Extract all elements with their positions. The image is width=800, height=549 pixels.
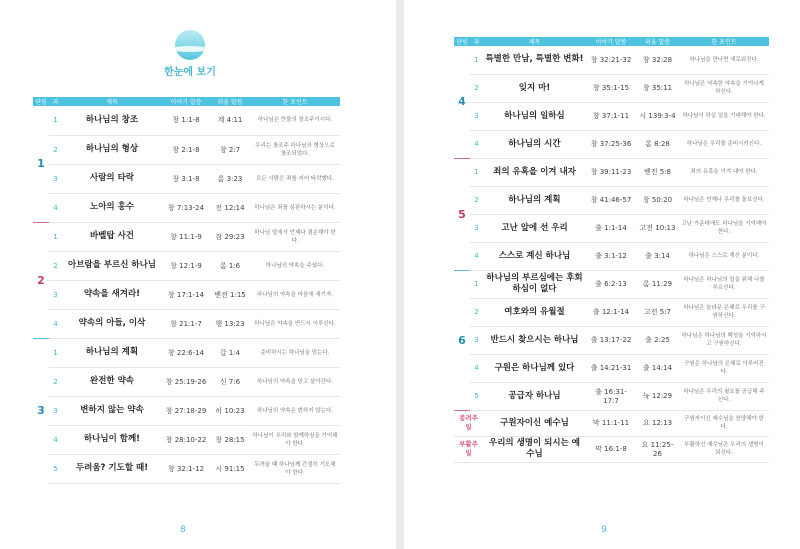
lesson-title: 노아의 홍수: [62, 193, 162, 222]
table-row: [33, 193, 340, 222]
key-point: 하나님 앞에서 언제나 겸손해야 한다.: [250, 222, 340, 251]
lesson-number: 3: [49, 164, 62, 193]
memory-verse: 벧전 5:8: [636, 158, 679, 186]
logo-title: 한눈에 보기: [164, 67, 216, 78]
story-verse: 창 7:13-24: [162, 193, 210, 222]
lesson-title: 반드시 찾으시는 하나님: [483, 326, 586, 354]
story-verse: 창 28:10-22: [162, 425, 210, 454]
memory-verse: 창 32:28: [636, 46, 679, 74]
key-point: 하나님이 하실 일을 기대해야 한다.: [679, 102, 769, 130]
lesson-title: 하나님의 형상: [62, 135, 162, 164]
story-verse: 출 6:2-13: [586, 270, 636, 298]
story-verse: 창 17:1-14: [162, 280, 210, 309]
lesson-number: 5: [49, 454, 62, 483]
lesson-title: 하나님의 계획: [62, 338, 162, 367]
table-row: [454, 410, 769, 436]
table-row: [454, 270, 769, 298]
lesson-title: 바벨탑 사건: [62, 222, 162, 251]
lesson-number: 3: [470, 326, 483, 354]
column-header-4: 외울 말씀: [636, 37, 679, 46]
lesson-number: 5: [470, 382, 483, 410]
column-header-5: 한 포인트: [679, 37, 769, 46]
page-number-left: 8: [180, 525, 186, 535]
lesson-number: 2: [49, 135, 62, 164]
story-verse: 창 41:46-57: [586, 186, 636, 214]
table-row: [454, 130, 769, 158]
story-verse: 창 35:1-15: [586, 74, 636, 102]
memory-verse: 히 10:23: [210, 396, 250, 425]
memory-verse: 출 3:14: [636, 242, 679, 270]
table-row: [454, 46, 769, 74]
lesson-title: 구원자이신 예수님: [483, 410, 586, 436]
unit-number: 5: [454, 158, 470, 270]
column-header-2: 제목: [483, 37, 586, 46]
story-verse: 창 32:21-32: [586, 46, 636, 74]
story-verse: 창 32:1-12: [162, 454, 210, 483]
story-verse: 출 16:31-17:7: [586, 382, 636, 410]
lesson-number: 1: [49, 106, 62, 135]
table-header-row: [33, 97, 340, 106]
lesson-title: 고난 앞에 선 우리: [483, 214, 586, 242]
key-point: 구원자이신 예수님을 찬양해야 한다.: [679, 410, 769, 436]
table-row: [33, 338, 340, 367]
story-verse: 창 2:1-8: [162, 135, 210, 164]
lesson-number: 3: [49, 280, 62, 309]
key-point: 하나님은 스스로 계신 분이다.: [679, 242, 769, 270]
memory-verse: 롬 1:6: [210, 251, 250, 280]
memory-verse: 벧전 1:15: [210, 280, 250, 309]
key-point: 모든 사람은 죄를 지어 타락했다.: [250, 164, 340, 193]
lesson-title: 하나님의 일하심: [483, 102, 586, 130]
right-page: [404, 0, 800, 549]
story-verse: 창 25:19-26: [162, 367, 210, 396]
key-point: 하나님은 하나님의 일을 위해 나를 부르신다.: [679, 270, 769, 298]
lesson-number: 3: [470, 214, 483, 242]
key-point: 하나님은 약속을 반드시 이루신다.: [250, 309, 340, 338]
memory-verse: 요 11:25-26: [636, 436, 679, 462]
table-header-row: [454, 37, 769, 46]
key-point: 하나님은 만물의 창조주이시다.: [250, 106, 340, 135]
memory-verse: 신 7:6: [210, 367, 250, 396]
unit-number: 3: [33, 338, 49, 483]
lesson-title: 특별한 만남, 특별한 변화!: [483, 46, 586, 74]
story-verse: 출 3:1-12: [586, 242, 636, 270]
key-point: 하나님의 약속을 주셨다.: [250, 251, 340, 280]
table-row: [33, 396, 340, 425]
lesson-number: 4: [49, 193, 62, 222]
table-row: [454, 326, 769, 354]
lesson-title: 구원은 하나님께 있다: [483, 354, 586, 382]
table-row: [454, 158, 769, 186]
table-row: [454, 102, 769, 130]
story-verse: 창 11:1-9: [162, 222, 210, 251]
table-row: [454, 74, 769, 102]
lesson-title: 하나님의 창조: [62, 106, 162, 135]
column-header-0: 단원: [454, 37, 470, 46]
memory-verse: 창 35:11: [636, 74, 679, 102]
column-header-2: 제목: [62, 97, 162, 106]
memory-verse: 창 50:20: [636, 186, 679, 214]
lesson-title: 잊지 마!: [483, 74, 586, 102]
story-verse: 출 14:21-31: [586, 354, 636, 382]
wave-logo-icon: [175, 30, 205, 60]
memory-verse: 갈 1:4: [210, 338, 250, 367]
key-point: 우리는 창조주 하나님의 형상으로 창조되었다.: [250, 135, 340, 164]
table-row: [33, 309, 340, 338]
key-point: 구원은 하나님의 은혜로 이루어진다.: [679, 354, 769, 382]
key-point: 하나님의 약속을 믿고 살아간다.: [250, 367, 340, 396]
key-point: 준비하시는 하나님을 믿는다.: [250, 338, 340, 367]
story-verse: 창 1:1-8: [162, 106, 210, 135]
table-row: [454, 242, 769, 270]
lesson-title: 스스로 계신 하나님: [483, 242, 586, 270]
lesson-number: 2: [49, 367, 62, 396]
lesson-title: 완전한 약속: [62, 367, 162, 396]
story-verse: 창 27:18-29: [162, 396, 210, 425]
key-point: 하나님은 약속한 약속을 기억나게 하신다.: [679, 74, 769, 102]
key-point: 하나님은 죄를 심판하시는 분이다.: [250, 193, 340, 222]
lesson-title: 하나님이 함께!: [62, 425, 162, 454]
overview-table-right: [454, 37, 769, 463]
memory-verse: 롬 11:29: [636, 270, 679, 298]
lesson-title: 두려움? 기도할 때!: [62, 454, 162, 483]
key-point: 부활하신 예수님은 우리의 생명이 되신다.: [679, 436, 769, 462]
table-row: [454, 436, 769, 462]
table-row: [454, 382, 769, 410]
lesson-number: 2: [49, 251, 62, 280]
lesson-title: 약속의 아들, 이삭: [62, 309, 162, 338]
story-verse: 창 37:25-36: [586, 130, 636, 158]
table-row: [33, 367, 340, 396]
table-row: [33, 106, 340, 135]
lesson-number: 4: [49, 425, 62, 454]
lesson-title: 약속을 새겨라!: [62, 280, 162, 309]
memory-verse: 롬 3:23: [210, 164, 250, 193]
table-row: [33, 135, 340, 164]
story-verse: 창 21:1-7: [162, 309, 210, 338]
page-number-right: 9: [601, 525, 607, 535]
column-header-1: 과: [470, 37, 483, 46]
logo: [160, 30, 220, 78]
unit-number: 6: [454, 270, 470, 410]
story-verse: 막 11:1-11: [586, 410, 636, 436]
story-verse: 출 13:17-22: [586, 326, 636, 354]
lesson-title: 공급자 하나님: [483, 382, 586, 410]
memory-verse: 계 4:11: [210, 106, 250, 135]
unit-number: 1: [37, 157, 45, 171]
story-verse: 창 3:1-8: [162, 164, 210, 193]
memory-verse: 출 14:14: [636, 354, 679, 382]
column-header-0: 단원: [33, 97, 49, 106]
table-row: [33, 454, 340, 483]
column-header-5: 한 포인트: [250, 97, 340, 106]
lesson-title: 하나님의 계획: [483, 186, 586, 214]
key-point: 죄의 유혹을 이겨 내야 한다.: [679, 158, 769, 186]
special-unit-label: 종려주일: [454, 410, 483, 436]
column-header-3: 이야기 말씀: [162, 97, 210, 106]
lesson-title: 하나님의 시간: [483, 130, 586, 158]
memory-verse: 창 28:15: [210, 425, 250, 454]
lesson-title: 사람의 타락: [62, 164, 162, 193]
table-row: [33, 164, 340, 193]
key-point: 하나님이 우리와 함께하심을 기억해야 한다.: [250, 425, 340, 454]
lesson-number: 3: [470, 102, 483, 130]
memory-verse: 고전 10:13: [636, 214, 679, 242]
lesson-number: 1: [49, 222, 62, 251]
story-verse: 출 1:1-14: [586, 214, 636, 242]
memory-verse: 시 91:15: [210, 454, 250, 483]
special-unit-label: 부활주일: [454, 436, 483, 462]
column-header-4: 외울 말씀: [210, 97, 250, 106]
lesson-number: 4: [470, 130, 483, 158]
lesson-number: 2: [470, 298, 483, 326]
story-verse: 막 16:1-8: [586, 436, 636, 462]
lesson-number: 2: [470, 74, 483, 102]
lesson-title: 변하지 않는 약속: [62, 396, 162, 425]
memory-verse: 롬 8:28: [636, 130, 679, 158]
key-point: 하나님을 만나면 새로워진다.: [679, 46, 769, 74]
table-row: [454, 354, 769, 382]
table-row: [454, 214, 769, 242]
lesson-title: 죄의 유혹을 이겨 내자: [483, 158, 586, 186]
lesson-number: 2: [470, 186, 483, 214]
key-point: 하나님의 약속을 마음에 새기자.: [250, 280, 340, 309]
left-page: [0, 0, 396, 549]
key-point: 하나님의 약속은 변하지 않는다.: [250, 396, 340, 425]
memory-verse: 전 12:14: [210, 193, 250, 222]
table-row: [33, 222, 340, 251]
story-verse: 창 39:11-23: [586, 158, 636, 186]
table-row: [33, 425, 340, 454]
lesson-number: 4: [470, 354, 483, 382]
memory-verse: 출 2:25: [636, 326, 679, 354]
memory-verse: 시 139:3-4: [636, 102, 679, 130]
table-row: [454, 298, 769, 326]
story-verse: 출 12:1-14: [586, 298, 636, 326]
key-point: 고난 가운데에도 하나님을 기억해야 한다.: [679, 214, 769, 242]
lesson-number: 1: [470, 270, 483, 298]
memory-verse: 창 2:7: [210, 135, 250, 164]
table-row: [33, 280, 340, 309]
lesson-title: 여호와의 유월절: [483, 298, 586, 326]
memory-verse: 눅 12:29: [636, 382, 679, 410]
memory-verse: 행 13:23: [210, 309, 250, 338]
memory-verse: 요 12:13: [636, 410, 679, 436]
unit-number: 2: [33, 222, 49, 338]
lesson-number: 3: [49, 396, 62, 425]
lesson-number: 4: [470, 242, 483, 270]
key-point: 두려울 때 하나님께 간절히 기도해야 한다.: [250, 454, 340, 483]
column-header-3: 이야기 말씀: [586, 37, 636, 46]
key-point: 하나님은 우리의 필요를 공급해 주신다.: [679, 382, 769, 410]
lesson-number: 1: [470, 46, 483, 74]
memory-verse: 고전 5:7: [636, 298, 679, 326]
key-point: 하나님은 놀라운 은혜로 우리를 구원하신다.: [679, 298, 769, 326]
key-point: 하나님은 언제나 우리를 돌보신다.: [679, 186, 769, 214]
story-verse: 창 12:1-9: [162, 251, 210, 280]
lesson-number: 1: [49, 338, 62, 367]
lesson-number: 4: [49, 309, 62, 338]
lesson-title: 우리의 생명이 되시는 예수님: [483, 436, 586, 462]
key-point: 하나님은 하나님의 백성을 기억하시고 구원하신다.: [679, 326, 769, 354]
story-verse: 창 37:1-11: [586, 102, 636, 130]
column-header-1: 과: [49, 97, 62, 106]
lesson-title: 하나님의 부르심에는 후회하심이 없다: [483, 270, 586, 298]
table-row: [33, 251, 340, 280]
story-verse: 창 22:6-14: [162, 338, 210, 367]
unit-number: 4: [458, 95, 466, 109]
memory-verse: 잠 29:23: [210, 222, 250, 251]
table-row: [454, 186, 769, 214]
overview-table-left: [33, 97, 340, 484]
key-point: 하나님은 우리를 준비시키신다.: [679, 130, 769, 158]
lesson-title: 아브람을 부르신 하나님: [62, 251, 162, 280]
lesson-number: 1: [470, 158, 483, 186]
